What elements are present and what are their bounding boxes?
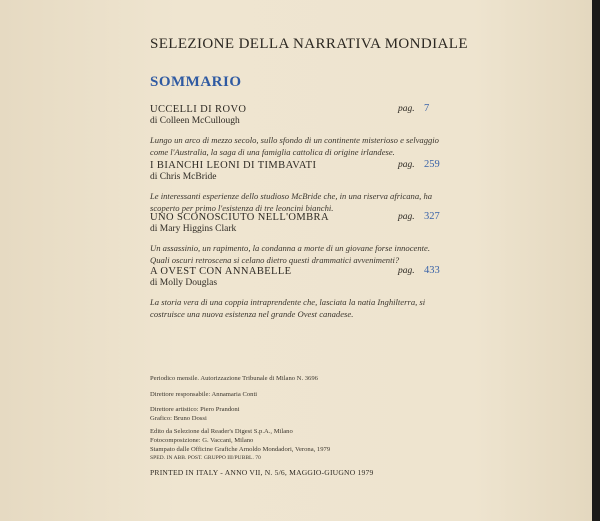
series-title: SELEZIONE DELLA NARRATIVA MONDIALE bbox=[150, 36, 468, 52]
entry-title: UNO SCONOSCIUTO NELL'OMBRA bbox=[150, 212, 329, 223]
entry-author: di Colleen McCullough bbox=[150, 116, 240, 126]
colophon-line: Edito da Selezione dal Reader's Digest S.p.A., Milano bbox=[150, 428, 293, 435]
page-number: 7 bbox=[424, 103, 430, 114]
page-label: pag. bbox=[398, 160, 415, 170]
entry-title: UCCELLI DI ROVO bbox=[150, 104, 247, 115]
page-label: pag. bbox=[398, 212, 415, 222]
colophon-line: Fotocomposizione: G. Vaccani, Milano bbox=[150, 437, 254, 444]
entry-title: I BIANCHI LEONI DI TIMBAVATI bbox=[150, 160, 317, 171]
toc-entry bbox=[150, 266, 442, 320]
section-title: SOMMARIO bbox=[150, 74, 242, 90]
toc-entry bbox=[150, 160, 442, 214]
colophon-line: Direttore responsabile: Annamaria Conti bbox=[150, 391, 258, 398]
colophon-line: Stampato dalle Officine Grafiche Arnoldo Mondadori, Verona, 1979 bbox=[150, 446, 331, 453]
colophon-line: SPED. IN ABB. POST. GRUPPO III/PUBBL. 70 bbox=[150, 455, 261, 461]
page-number: 327 bbox=[424, 211, 440, 222]
colophon-line: Periodico mensile. Autorizzazione Tribunale di Milano N. 3696 bbox=[150, 375, 318, 382]
entry-author: di Mary Higgins Clark bbox=[150, 224, 237, 234]
entry-description: Un assassinio, un rapimento, la condanna a morte di un giovane forse innocente. Quali oscuri retroscena si celano dietro questi drammatici avvenimenti? bbox=[150, 243, 430, 265]
page-label: pag. bbox=[398, 104, 415, 114]
colophon-line: Direttore artistico: Piero Prandoni bbox=[150, 406, 240, 413]
entry-author: di Chris McBride bbox=[150, 172, 217, 182]
entry-title: A OVEST CON ANNABELLE bbox=[150, 266, 292, 277]
page-number: 259 bbox=[424, 159, 440, 170]
entry-description: La storia vera di una coppia intraprendente che, lasciata la natia Inghilterra, si costruisce una nuova esistenza nel grande Ovest canadese. bbox=[150, 297, 426, 319]
toc-entry bbox=[150, 104, 442, 158]
entry-description: Lungo un arco di mezzo secolo, sullo sfondo di un continente misterioso e selvaggio come l'Australia, la saga di una famiglia cattolica di origine irlandese. bbox=[150, 135, 439, 157]
entry-description: Le interessanti esperienze dello studioso McBride che, in una riserva africana, ha scoperto per primo l'esistenza di tre leoncini bianchi. bbox=[150, 191, 433, 213]
page-label: pag. bbox=[398, 266, 415, 276]
colophon-line: Grafico: Bruno Dossi bbox=[150, 415, 207, 422]
printed-line: PRINTED IN ITALY - ANNO VII, N. 5/6, MAGGIO-GIUGNO 1979 bbox=[150, 468, 374, 477]
toc-entry bbox=[150, 212, 442, 266]
page-number: 433 bbox=[424, 265, 440, 276]
entry-author: di Molly Douglas bbox=[150, 278, 218, 288]
